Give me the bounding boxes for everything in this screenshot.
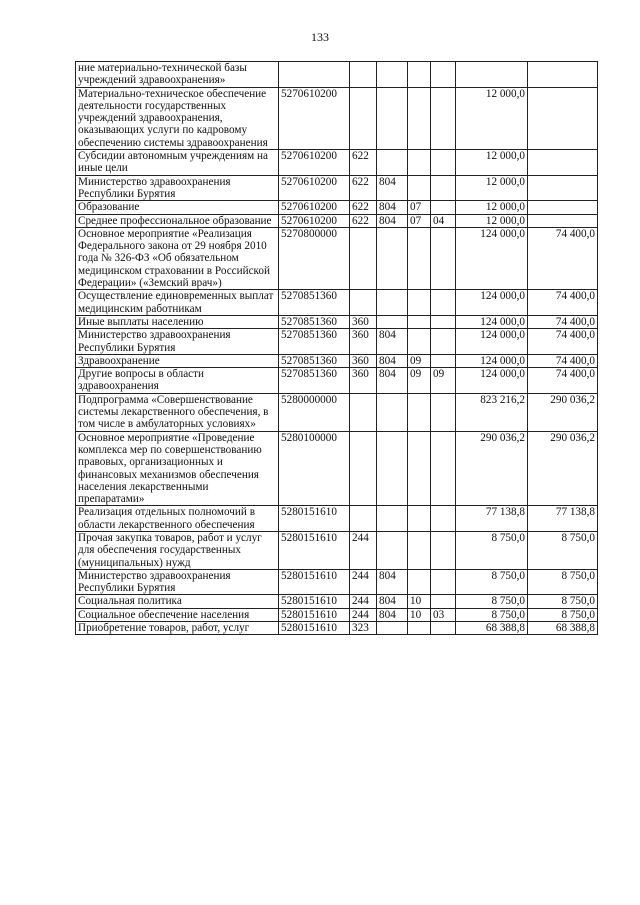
section-cell <box>408 329 431 355</box>
table-row <box>76 150 598 176</box>
amount-cell: 124 000,0 <box>456 227 528 289</box>
section-cell: 10 <box>408 595 431 608</box>
expense-type-cell <box>350 290 377 316</box>
section-cell <box>408 506 431 532</box>
table-row <box>76 329 598 355</box>
subsection-cell <box>431 175 456 201</box>
section-cell <box>408 622 431 635</box>
table-row <box>76 608 598 621</box>
amount-federal-cell: 74 400,0 <box>528 329 598 355</box>
budget-admin-cell <box>377 431 408 506</box>
target-article-cell: 5280100000 <box>279 431 350 506</box>
expense-type-cell: 360 <box>350 354 377 367</box>
amount-federal-cell: 8 750,0 <box>528 531 598 569</box>
item-name-cell: Прочая закупка товаров, работ и услуг для обеспечения государственных (муниципальных) нужд <box>76 531 279 569</box>
expense-type-cell <box>350 393 377 431</box>
budget-admin-cell: 804 <box>377 201 408 214</box>
item-name-cell: Основное мероприятие «Проведение комплекса мер по совершенствованию правовых, организационных и финансовых механизмов обеспечения населения лекарственными препаратами» <box>76 431 279 506</box>
section-cell <box>408 393 431 431</box>
amount-federal-cell: 77 138,8 <box>528 506 598 532</box>
table-row <box>76 368 598 394</box>
target-article-cell: 5270610200 <box>279 175 350 201</box>
item-name-cell: Социальная политика <box>76 595 279 608</box>
amount-cell: 12 000,0 <box>456 87 528 149</box>
target-article-cell: 5280151610 <box>279 608 350 621</box>
target-article-cell: 5270610200 <box>279 150 350 176</box>
subsection-cell <box>431 329 456 355</box>
subsection-cell <box>431 315 456 328</box>
amount-federal-cell: 290 036,2 <box>528 431 598 506</box>
amount-federal-cell <box>528 150 598 176</box>
amount-federal-cell: 8 750,0 <box>528 569 598 595</box>
amount-federal-cell: 68 388,8 <box>528 622 598 635</box>
section-cell: 09 <box>408 354 431 367</box>
expense-type-cell: 244 <box>350 608 377 621</box>
budget-admin-cell <box>377 506 408 532</box>
target-article-cell: 5280151610 <box>279 622 350 635</box>
target-article-cell <box>279 62 350 88</box>
expense-type-cell: 360 <box>350 329 377 355</box>
table-row <box>76 175 598 201</box>
table-body <box>76 62 598 635</box>
amount-cell: 77 138,8 <box>456 506 528 532</box>
expense-type-cell: 360 <box>350 315 377 328</box>
item-name-cell: Министерство здравоохранения Республики Бурятия <box>76 175 279 201</box>
section-cell <box>408 315 431 328</box>
amount-cell: 8 750,0 <box>456 531 528 569</box>
section-cell: 09 <box>408 368 431 394</box>
subsection-cell: 03 <box>431 608 456 621</box>
item-name-cell: Другие вопросы в области здравоохранения <box>76 368 279 394</box>
amount-cell: 124 000,0 <box>456 354 528 367</box>
item-name-cell: Подпрограмма «Совершенствование системы лекарственного обеспечения, в том числе в амбулаторных условиях» <box>76 393 279 431</box>
budget-admin-cell <box>377 227 408 289</box>
expense-type-cell: 622 <box>350 201 377 214</box>
amount-cell: 8 750,0 <box>456 595 528 608</box>
target-article-cell: 5270800000 <box>279 227 350 289</box>
item-name-cell: Приобретение товаров, работ, услуг <box>76 622 279 635</box>
target-article-cell: 5280000000 <box>279 393 350 431</box>
target-article-cell: 5270610200 <box>279 201 350 214</box>
subsection-cell <box>431 531 456 569</box>
budget-admin-cell <box>377 531 408 569</box>
amount-cell: 8 750,0 <box>456 608 528 621</box>
amount-cell: 124 000,0 <box>456 315 528 328</box>
section-cell <box>408 431 431 506</box>
budget-admin-cell: 804 <box>377 569 408 595</box>
subsection-cell: 04 <box>431 214 456 227</box>
expense-type-cell: 622 <box>350 214 377 227</box>
subsection-cell: 09 <box>431 368 456 394</box>
item-name-cell: Образование <box>76 201 279 214</box>
expense-type-cell <box>350 506 377 532</box>
item-name-cell: Материально-техническое обеспечение деятельности государственных учреждений здравоохранения, оказывающих услуги по кадровому обеспечению системы здравоохранения <box>76 87 279 149</box>
table-row <box>76 431 598 506</box>
subsection-cell <box>431 62 456 88</box>
budget-admin-cell: 804 <box>377 214 408 227</box>
subsection-cell <box>431 431 456 506</box>
budget-admin-cell <box>377 622 408 635</box>
section-cell <box>408 569 431 595</box>
item-name-cell: Основное мероприятие «Реализация Федерального закона от 29 ноября 2010 года № 326-ФЗ «Об обязательном медицинском страховании в Российской Федерации» («Земский врач») <box>76 227 279 289</box>
budget-admin-cell: 804 <box>377 368 408 394</box>
item-name-cell: Здравоохранение <box>76 354 279 367</box>
expense-type-cell: 622 <box>350 175 377 201</box>
section-cell <box>408 290 431 316</box>
target-article-cell: 5280151610 <box>279 569 350 595</box>
budget-admin-cell <box>377 393 408 431</box>
expense-type-cell <box>350 227 377 289</box>
expense-type-cell <box>350 431 377 506</box>
amount-federal-cell: 290 036,2 <box>528 393 598 431</box>
table-row <box>76 87 598 149</box>
item-name-cell: Среднее профессиональное образование <box>76 214 279 227</box>
target-article-cell: 5280151610 <box>279 531 350 569</box>
expense-type-cell <box>350 87 377 149</box>
budget-admin-cell <box>377 150 408 176</box>
amount-cell: 124 000,0 <box>456 329 528 355</box>
amount-cell: 823 216,2 <box>456 393 528 431</box>
target-article-cell: 5270851360 <box>279 368 350 394</box>
budget-admin-cell: 804 <box>377 329 408 355</box>
target-article-cell: 5280151610 <box>279 506 350 532</box>
amount-federal-cell: 74 400,0 <box>528 290 598 316</box>
item-name-cell: ние материально-технической базы учреждений здравоохранения» <box>76 62 279 88</box>
target-article-cell: 5270851360 <box>279 290 350 316</box>
section-cell <box>408 62 431 88</box>
amount-federal-cell <box>528 62 598 88</box>
subsection-cell <box>431 87 456 149</box>
amount-federal-cell <box>528 201 598 214</box>
amount-cell: 124 000,0 <box>456 368 528 394</box>
amount-cell <box>456 62 528 88</box>
amount-cell: 12 000,0 <box>456 175 528 201</box>
expense-type-cell: 244 <box>350 531 377 569</box>
expense-type-cell: 244 <box>350 569 377 595</box>
table-row <box>76 290 598 316</box>
table-row <box>76 354 598 367</box>
amount-federal-cell: 8 750,0 <box>528 595 598 608</box>
target-article-cell: 5280151610 <box>279 595 350 608</box>
subsection-cell <box>431 290 456 316</box>
table-row <box>76 201 598 214</box>
table-row <box>76 506 598 532</box>
budget-admin-cell <box>377 290 408 316</box>
item-name-cell: Субсидии автономным учреждениям на иные цели <box>76 150 279 176</box>
amount-cell: 68 388,8 <box>456 622 528 635</box>
item-name-cell: Реализация отдельных полномочий в области лекарственного обеспечения <box>76 506 279 532</box>
budget-admin-cell <box>377 315 408 328</box>
budget-admin-cell <box>377 87 408 149</box>
page-number: 133 <box>311 30 329 44</box>
table-row <box>76 315 598 328</box>
section-cell <box>408 227 431 289</box>
amount-federal-cell: 74 400,0 <box>528 227 598 289</box>
expense-type-cell: 244 <box>350 595 377 608</box>
subsection-cell <box>431 354 456 367</box>
amount-federal-cell: 74 400,0 <box>528 368 598 394</box>
table-row <box>76 214 598 227</box>
table-row <box>76 595 598 608</box>
section-cell: 07 <box>408 201 431 214</box>
subsection-cell <box>431 227 456 289</box>
amount-federal-cell <box>528 214 598 227</box>
expense-type-cell: 323 <box>350 622 377 635</box>
amount-cell: 12 000,0 <box>456 201 528 214</box>
subsection-cell <box>431 393 456 431</box>
item-name-cell: Осуществление единовременных выплат медицинским работникам <box>76 290 279 316</box>
amount-cell: 8 750,0 <box>456 569 528 595</box>
budget-admin-cell: 804 <box>377 595 408 608</box>
subsection-cell <box>431 595 456 608</box>
section-cell: 10 <box>408 608 431 621</box>
amount-cell: 12 000,0 <box>456 214 528 227</box>
table-row <box>76 393 598 431</box>
table-row <box>76 569 598 595</box>
expense-type-cell: 360 <box>350 368 377 394</box>
target-article-cell: 5270610200 <box>279 214 350 227</box>
section-cell <box>408 175 431 201</box>
subsection-cell <box>431 622 456 635</box>
target-article-cell: 5270851360 <box>279 329 350 355</box>
section-cell <box>408 150 431 176</box>
subsection-cell <box>431 569 456 595</box>
target-article-cell: 5270851360 <box>279 354 350 367</box>
budget-admin-cell: 804 <box>377 175 408 201</box>
target-article-cell: 5270610200 <box>279 87 350 149</box>
subsection-cell <box>431 150 456 176</box>
section-cell <box>408 87 431 149</box>
expense-type-cell: 622 <box>350 150 377 176</box>
target-article-cell: 5270851360 <box>279 315 350 328</box>
amount-federal-cell: 74 400,0 <box>528 315 598 328</box>
section-cell: 07 <box>408 214 431 227</box>
section-cell <box>408 531 431 569</box>
subsection-cell <box>431 201 456 214</box>
budget-admin-cell <box>377 62 408 88</box>
amount-federal-cell: 8 750,0 <box>528 608 598 621</box>
table-row <box>76 227 598 289</box>
amount-federal-cell <box>528 87 598 149</box>
item-name-cell: Министерство здравоохранения Республики Бурятия <box>76 569 279 595</box>
item-name-cell: Социальное обеспечение населения <box>76 608 279 621</box>
table-row <box>76 62 598 88</box>
expense-type-cell <box>350 62 377 88</box>
item-name-cell: Министерство здравоохранения Республики Бурятия <box>76 329 279 355</box>
amount-cell: 12 000,0 <box>456 150 528 176</box>
amount-cell: 124 000,0 <box>456 290 528 316</box>
amount-federal-cell: 74 400,0 <box>528 354 598 367</box>
budget-admin-cell: 804 <box>377 608 408 621</box>
table-row <box>76 531 598 569</box>
amount-federal-cell <box>528 175 598 201</box>
budget-table <box>75 61 598 635</box>
table-row <box>76 622 598 635</box>
budget-admin-cell: 804 <box>377 354 408 367</box>
subsection-cell <box>431 506 456 532</box>
amount-cell: 290 036,2 <box>456 431 528 506</box>
item-name-cell: Иные выплаты населению <box>76 315 279 328</box>
